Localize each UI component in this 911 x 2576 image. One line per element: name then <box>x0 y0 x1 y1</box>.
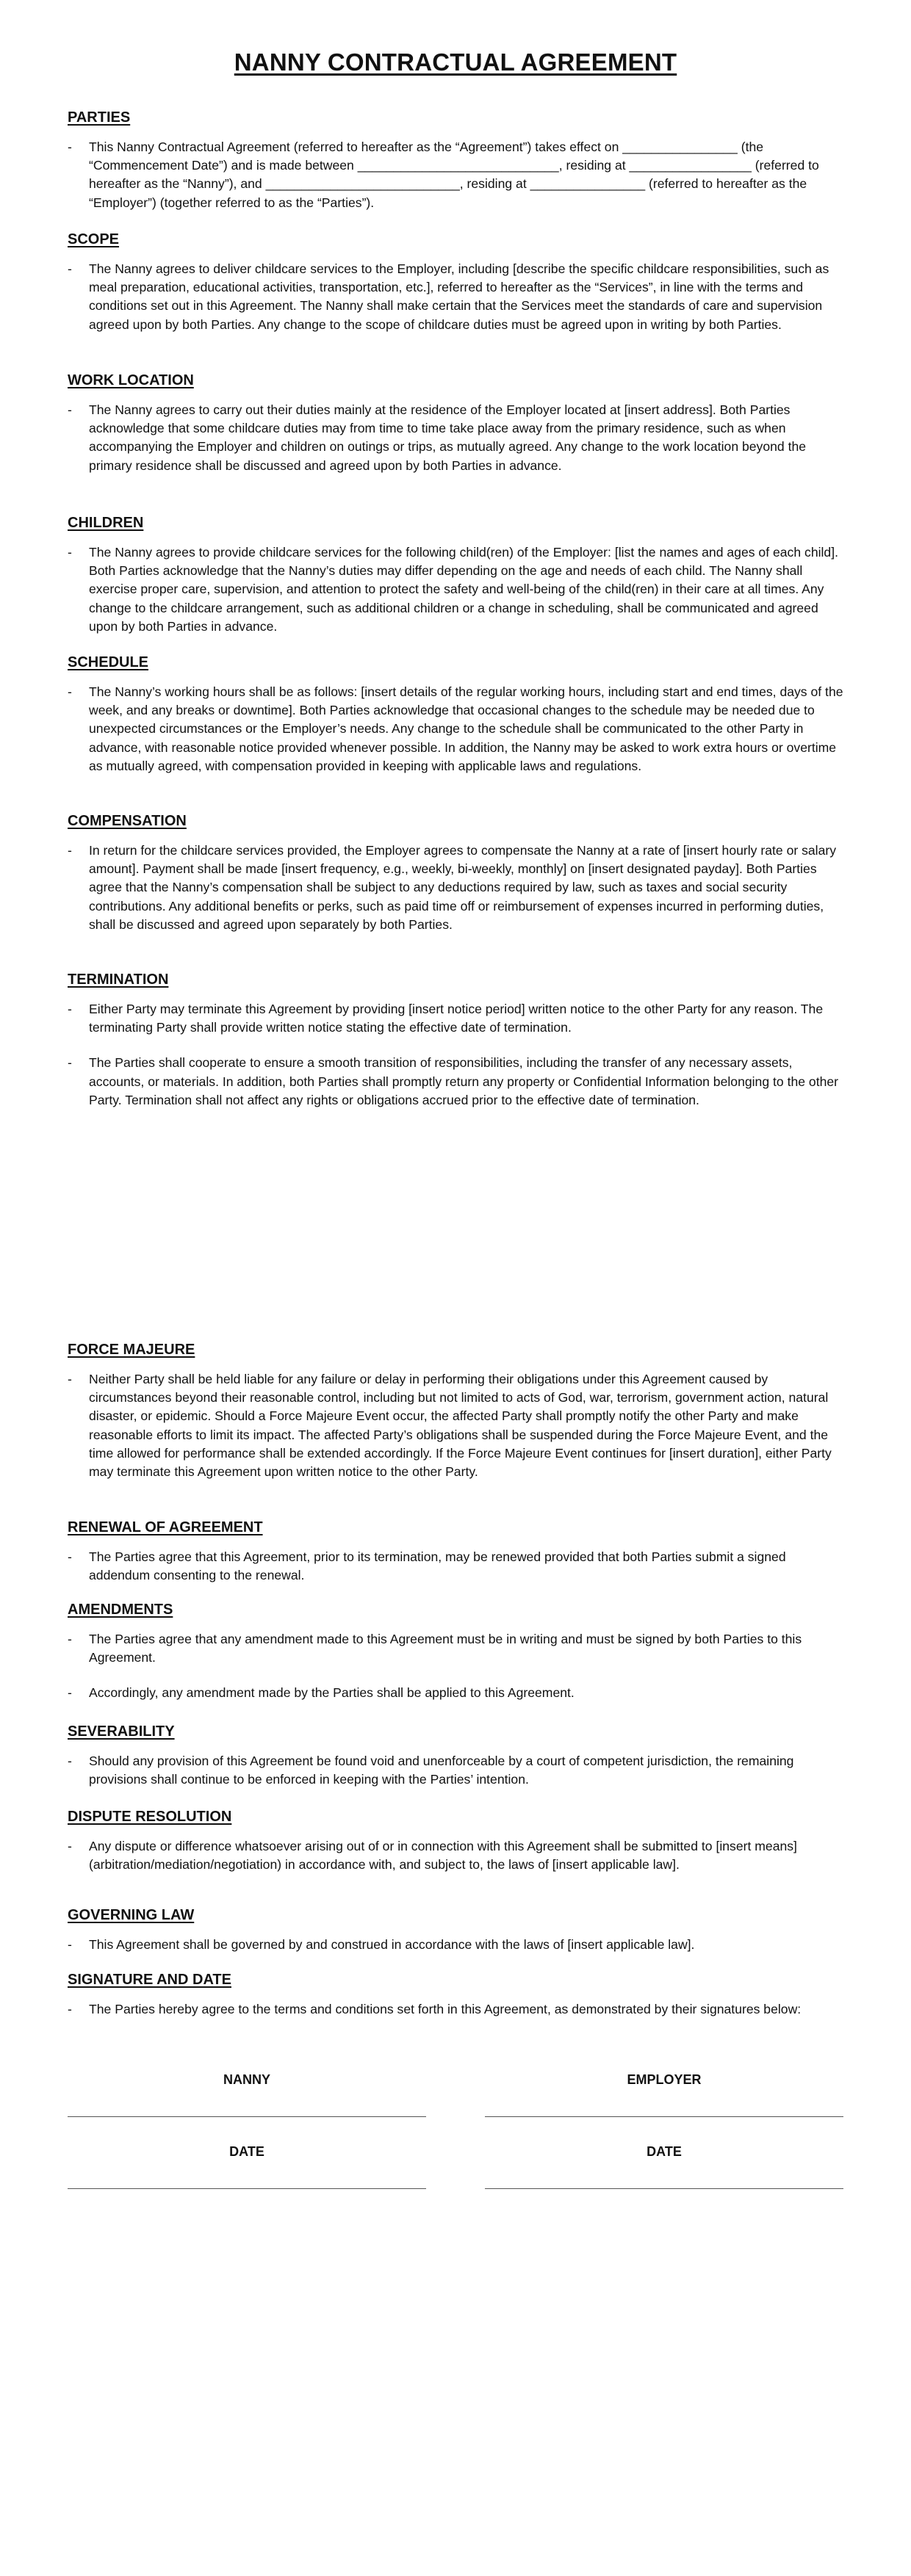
employer-label: EMPLOYER <box>627 2072 702 2087</box>
clause-item <box>68 401 843 475</box>
clause-item <box>68 1630 843 1667</box>
clause-item <box>68 1000 843 1037</box>
section-heading: AMENDMENTS <box>68 1602 173 1618</box>
clause-item <box>68 138 843 212</box>
section-heading: CHILDREN <box>68 515 144 531</box>
section-heading: RENEWAL OF AGREEMENT <box>68 1519 263 1535</box>
clause-item <box>68 2000 843 2019</box>
section-heading: SCHEDULE <box>68 654 149 670</box>
section-schedule <box>68 654 843 775</box>
clause-text: This Nanny Contractual Agreement (referred to hereafter as the “Agreement”) takes effect on ________________ (the “Commencement Date”) and is made between ____________________________, residing at _________________ (referred to hereafter as the “Nanny”), and ___________________________, residing at ________________ (referred to hereafter as the “Employer”) (together referred to as the “Parties”). <box>89 140 819 210</box>
bullet-dash: - <box>68 140 72 154</box>
clause-text: The Parties hereby agree to the terms and conditions set forth in this Agreement, as demonstrated by their signatures below: <box>89 2002 802 2016</box>
section-heading: COMPENSATION <box>68 813 187 829</box>
date-label: DATE <box>229 2144 264 2159</box>
bullet-dash: - <box>68 1549 72 1564</box>
section-heading: TERMINATION <box>68 972 169 988</box>
clause-text: The Nanny agrees to carry out their duties mainly at the residence of the Employer located at [insert address]. Both Parties acknowledge that some childcare duties may from time to time take place away from the primary residence, such as when accompanying the Employer and children on outings or trips, as mutually agreed. Any change to the work location beyond the primary residence shall be discussed and agreed upon by both Parties in advance. <box>89 402 807 473</box>
clause-item <box>68 1936 843 1954</box>
clause-text: This Agreement shall be governed by and construed in accordance with the laws of [insert applicable law]. <box>89 1937 695 1952</box>
clause-text: Either Party may terminate this Agreement by providing [insert notice period] written notice to the other Party for any reason. The terminating Party shall provide written notice stating the effective date of termination. <box>89 1002 824 1035</box>
section-heading: DISPUTE RESOLUTION <box>68 1809 232 1825</box>
section-work-location <box>68 372 843 475</box>
bullet-dash: - <box>68 1754 72 1768</box>
section-heading: WORK LOCATION <box>68 372 194 388</box>
clause-item <box>68 1684 843 1702</box>
employer-signature-field[interactable] <box>485 2071 843 2088</box>
date-label: DATE <box>647 2144 682 2159</box>
section-heading: FORCE MAJEURE <box>68 1342 195 1358</box>
signature-block <box>68 2071 843 2203</box>
section-signature-and-date <box>68 1971 843 2019</box>
bullet-dash: - <box>68 2002 72 2016</box>
section-scope <box>68 231 843 334</box>
section-heading: PARTIES <box>68 109 131 126</box>
section-force-majeure <box>68 1341 843 1481</box>
bullet-dash: - <box>68 402 72 417</box>
section-termination <box>68 971 843 1110</box>
bullet-dash: - <box>68 545 72 560</box>
nanny-date-field[interactable] <box>68 2143 426 2160</box>
bullet-dash: - <box>68 1055 72 1071</box>
clause-text: Accordingly, any amendment made by the Parties shall be applied to this Agreement. <box>89 1685 575 1701</box>
section-severability <box>68 1723 843 1789</box>
section-renewal <box>68 1519 843 1585</box>
section-heading: SEVERABILITY <box>68 1723 175 1740</box>
clause-item <box>68 1548 843 1585</box>
bullet-dash: - <box>68 1002 72 1016</box>
employer-date-line <box>485 2188 843 2189</box>
bullet-dash: - <box>68 1372 72 1386</box>
nanny-signature-line <box>68 2116 426 2117</box>
section-dispute-resolution <box>68 1808 843 1874</box>
clause-item <box>68 543 843 636</box>
nanny-signature-field[interactable] <box>68 2071 426 2088</box>
clause-text: Should any provision of this Agreement be found void and unenforceable by a court of competent jurisdiction, the remaining provisions shall continue to be enforced in keeping with the Parties’ intention. <box>89 1754 794 1787</box>
clause-item <box>68 683 843 775</box>
document-title: NANNY CONTRACTUAL AGREEMENT <box>234 48 677 76</box>
clause-text: The Nanny agrees to provide childcare services for the following child(ren) of the Employer: [list the names and ages of each child]. Both Parties acknowledge that the Nanny’s duties may differ depending on the age and needs of each child. The Nanny shall exercise proper care, supervision, and attention to protect the safety and well-being of the child(ren) in their care at all times. Any change to the childcare arrangement, such as additional children or a change in scheduling, shall be communicated and agreed upon by both Parties in advance. <box>89 545 838 634</box>
section-heading: SIGNATURE AND DATE <box>68 1972 231 1988</box>
clause-text: In return for the childcare services provided, the Employer agrees to compensate the Nanny at a rate of [insert hourly rate or salary amount]. Payment shall be made [insert frequency, e.g., weekly, bi-weekly, monthly] on [insert designated payday]. Both Parties agree that the Nanny’s compensation shall be subject to any deductions required by law, such as taxes and social security contributions. Any additional benefits or perks, such as paid time off or reimbursement of expenses incurred in performing duties, shall be discussed and agreed upon separately by both Parties. <box>89 843 837 932</box>
clause-item <box>68 1837 843 1874</box>
section-heading: GOVERNING LAW <box>68 1907 195 1923</box>
clause-text: The Parties agree that any amendment made to this Agreement must be in writing and must be signed by both Parties to this Agreement. <box>89 1632 802 1665</box>
employer-date-field[interactable] <box>485 2143 843 2160</box>
clause-item <box>68 1370 843 1481</box>
section-governing-law <box>68 1906 843 1954</box>
bullet-dash: - <box>68 1839 72 1853</box>
section-parties <box>68 109 843 212</box>
clause-text: The Nanny’s working hours shall be as follows: [insert details of the regular working hours, including start and end times, days of the week, and any breaks or downtime]. Both Parties acknowledge that occasional changes to the schedule may be needed due to unexpected circumstances or the Employer’s needs. Any change to the schedule shall be communicated to the other Party in advance, with reasonable notice provided whenever possible. In addition, the Nanny may be asked to work extra hours or overtime as mutually agreed, with compensation provided in keeping with applicable laws and regulations. <box>89 684 843 773</box>
clause-item <box>68 1752 843 1789</box>
clause-text: Any dispute or difference whatsoever arising out of or in connection with this Agreement shall be submitted to [insert means] (arbitration/mediation/negotiation) in accordance with, and subject to, the laws of [insert applicable law]. <box>89 1839 797 1873</box>
section-compensation <box>68 812 843 934</box>
nanny-date-line <box>68 2188 426 2189</box>
employer-signature-line <box>485 2116 843 2117</box>
bullet-dash: - <box>68 843 72 858</box>
clause-text: The Nanny agrees to deliver childcare services to the Employer, including [describe the specific childcare responsibilities, such as meal preparation, educational activities, transportation, etc.], referred to hereafter as the “Services”, in line with the terms and conditions set out in this Agreement. The Nanny shall make certain that the Services meet the standards of care and supervision agreed upon by both Parties. Any change to the scope of childcare duties must be agreed upon in writing by both Parties. <box>89 261 829 332</box>
section-children <box>68 514 843 636</box>
section-heading: SCOPE <box>68 231 120 247</box>
clause-item <box>68 260 843 334</box>
bullet-dash: - <box>68 684 72 699</box>
nanny-label: NANNY <box>223 2072 270 2087</box>
clause-text: Neither Party shall be held liable for any failure or delay in performing their obligations under this Agreement caused by circumstances beyond their reasonable control, including but not limited to acts of God, war, terrorism, government action, natural disaster, or epidemic. Should a Force Majeure Event occur, the affected Party shall promptly notify the other Party and make reasonable efforts to limit its impact. The affected Party’s obligations shall be suspended during the Force Majeure Event, and the time allowed for performance shall be extended accordingly. If the Force Majeure Event continues for [insert duration], either Party may terminate this Agreement upon written notice to the other Party. <box>89 1372 832 1480</box>
bullet-dash: - <box>68 1685 72 1701</box>
bullet-dash: - <box>68 261 72 276</box>
bullet-dash: - <box>68 1632 72 1646</box>
section-amendments <box>68 1601 843 1703</box>
clause-item <box>68 1054 843 1110</box>
clause-text: The Parties shall cooperate to ensure a smooth transition of responsibilities, including the transfer of any necessary assets, accounts, or materials. In addition, both Parties shall promptly return any property or Confidential Information belonging to the other Party. Termination shall not affect any rights or obligations accrued prior to the effective date of termination. <box>89 1055 839 1107</box>
clause-text: The Parties agree that this Agreement, prior to its termination, may be renewed provided that both Parties submit a signed addendum consenting to the renewal. <box>89 1549 786 1583</box>
bullet-dash: - <box>68 1937 72 1952</box>
clause-item <box>68 842 843 934</box>
